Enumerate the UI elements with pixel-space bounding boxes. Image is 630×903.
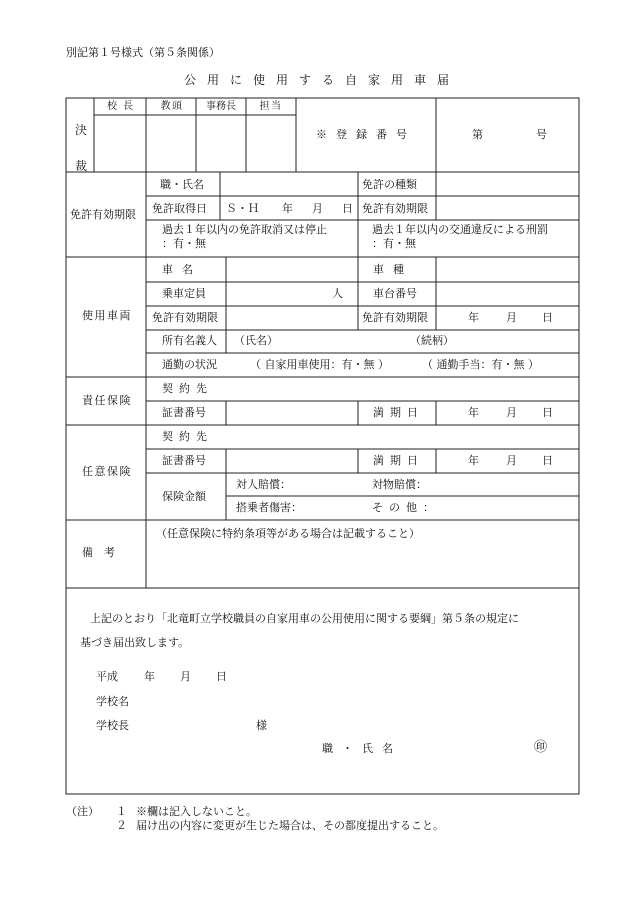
approval-col-vice-principal: 教頭 (160, 101, 184, 112)
optional-passenger-injury: 搭乗者傷害： (236, 501, 302, 514)
note-1-text: ※欄は記入しないこと。 (136, 805, 257, 818)
vehicle-capacity-unit: 人 (332, 287, 343, 300)
principal-sama: 様 (256, 719, 267, 732)
approval-col-principal: 校長 (107, 101, 139, 112)
license-name-label: 職・氏名 (160, 178, 204, 191)
date-year: 年 (144, 670, 155, 683)
date-day: 日 (216, 670, 227, 683)
license-acquired-month: 月 (312, 202, 323, 215)
liability-insurer-label: 契約先 (162, 382, 213, 395)
optional-expiry-year: 年 (468, 454, 479, 467)
declaration-line-2: 基づき届出致します。 (80, 636, 190, 649)
optional-amount-label: 保険金額 (162, 490, 206, 503)
liability-expiry-year: 年 (468, 406, 479, 419)
registration-go: 号 (536, 128, 547, 141)
vehicle-owner-label: 所有名義人 (162, 334, 217, 347)
penalty-question: 過去１年以内の交通違反による刑罰 (372, 223, 548, 236)
remarks-label: 備考 (82, 546, 126, 559)
vehicle-section-label: 使用車両 (82, 309, 132, 322)
vehicle-expiry-day: 日 (542, 311, 553, 324)
license-acquired-era: Ｓ・Ｈ (226, 202, 259, 215)
optional-expiry-label: 満期日 (373, 454, 424, 467)
notes-prefix: （注） (66, 805, 99, 818)
vehicle-inspection-label: 免許有効期限 (152, 311, 218, 324)
license-acquired-label: 免許取得日 (152, 202, 207, 215)
optional-bodily-injury: 対人賠償： (236, 478, 291, 491)
vehicle-kind-label: 車種 (373, 263, 413, 276)
liability-expiry-month: 月 (506, 406, 517, 419)
form-title: 公用に使用する自家用車届 (183, 73, 461, 87)
approval-col-office-chief: 事務長 (206, 101, 236, 112)
registration-dai: 第 (472, 128, 483, 141)
vehicle-expiry-month: 月 (506, 311, 517, 324)
revocation-answer: ：有・無 (162, 237, 206, 250)
approval-label: 決裁 (74, 123, 87, 173)
signer-label: 職・氏名 (322, 742, 402, 755)
vehicle-name-label: 車名 (162, 263, 202, 276)
registration-number-label: ※登録番号 (316, 128, 416, 141)
license-section-label: 免許有効期限 (70, 208, 136, 221)
license-expiry-label: 免許有効期限 (362, 202, 428, 215)
revocation-question: 過去１年以内の免許取消又は停止 (162, 223, 327, 236)
optional-expiry-day: 日 (542, 454, 553, 467)
note-2-number: ２ (116, 819, 127, 832)
vehicle-capacity-label: 乗車定員 (162, 287, 206, 300)
liability-section-label: 責任保険 (82, 394, 132, 407)
seal-mark: ㊞ (534, 740, 548, 755)
license-acquired-year: 年 (282, 202, 293, 215)
declaration-line-1: 上記のとおり「北竜町立学校職員の自家用車の公用使用に関する要綱」第５条の規定に (90, 612, 519, 625)
optional-other: その他： (372, 501, 440, 514)
commute-own-car: （ 自家用車使用：有・無 ） (250, 358, 389, 371)
optional-insurer-label: 契約先 (162, 430, 213, 443)
commute-label: 通勤の状況 (162, 358, 217, 371)
principal-label: 学校長 (96, 719, 129, 732)
license-acquired-day: 日 (342, 202, 353, 215)
optional-section-label: 任意保険 (82, 465, 132, 478)
vehicle-chassis-label: 車台番号 (373, 287, 417, 300)
date-era: 平成 (96, 670, 118, 683)
note-1-number: １ (116, 805, 127, 818)
liability-expiry-label: 満期日 (373, 406, 424, 419)
liability-cert-label: 証書番号 (162, 406, 206, 419)
vehicle-expiry-label: 免許有効期限 (362, 311, 428, 324)
vehicle-owner-name: （氏名） (234, 334, 278, 347)
form-number: 別記第１号様式（第５条関係） (66, 46, 220, 59)
note-2-text: 届け出の内容に変更が生じた場合は、その都度提出すること。 (136, 819, 444, 832)
liability-expiry-day: 日 (542, 406, 553, 419)
vehicle-owner-relation: （続柄） (410, 334, 454, 347)
commute-allowance: （ 通勤手当：有・無 ） (422, 358, 539, 371)
vehicle-expiry-year: 年 (468, 311, 479, 324)
date-month: 月 (180, 670, 191, 683)
optional-property-damage: 対物賠償： (372, 478, 427, 491)
optional-expiry-month: 月 (506, 454, 517, 467)
school-name-label: 学校名 (96, 695, 129, 708)
license-type-label: 免許の種類 (362, 178, 417, 191)
remarks-note: （任意保険に特約条項等がある場合は記載すること） (156, 527, 420, 540)
penalty-answer: ：有・無 (372, 237, 416, 250)
optional-cert-label: 証書番号 (162, 454, 206, 467)
approval-col-staff: 担当 (259, 101, 283, 112)
